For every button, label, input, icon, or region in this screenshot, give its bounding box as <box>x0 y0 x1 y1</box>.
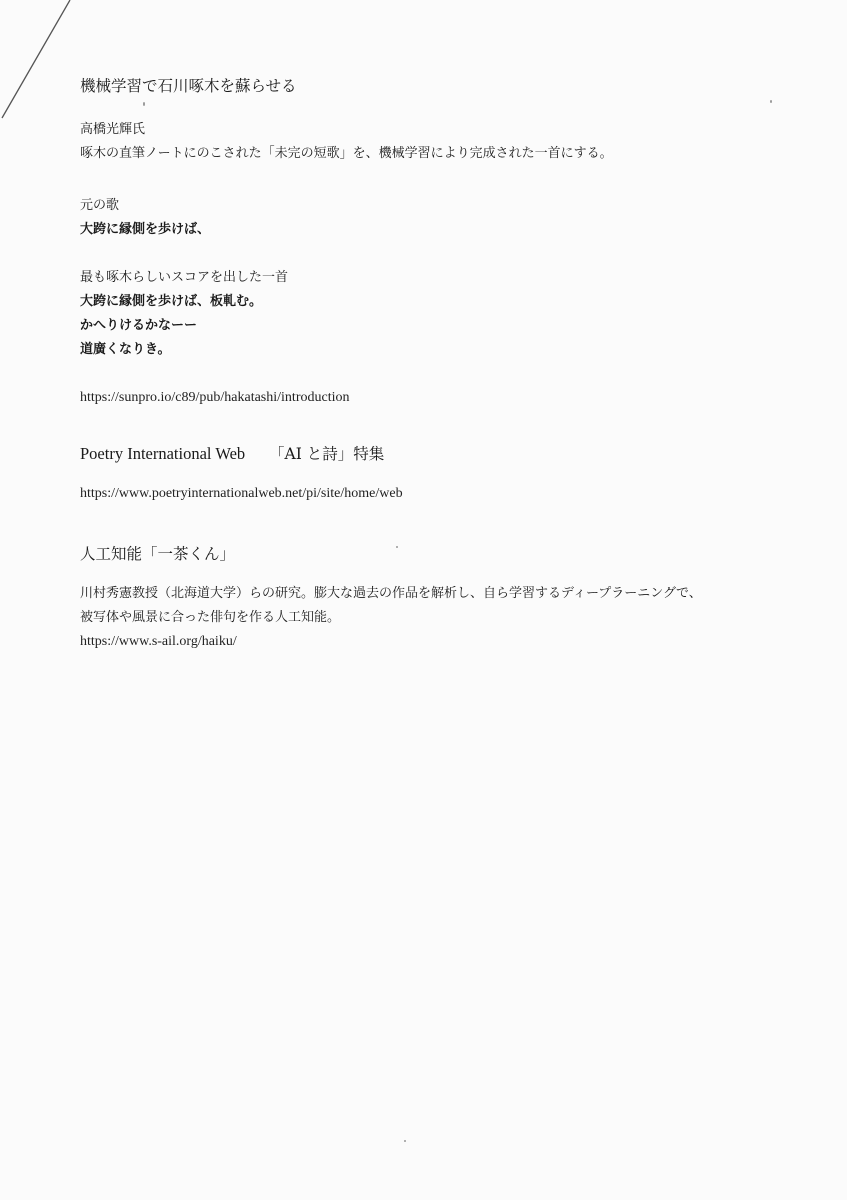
section-poetry-international <box>80 442 820 506</box>
best-poem-line: 道廣くなりき。 <box>80 342 171 357</box>
document-content <box>80 74 820 654</box>
section-issa-kun <box>80 542 820 654</box>
original-poem: 大跨に縁側を歩けば、 <box>80 222 211 237</box>
best-poem-line: かへりけるかなーー <box>80 318 198 333</box>
scan-edge-mark <box>0 0 80 130</box>
section-description: 啄木の直筆ノートにのこされた「未完の短歌」を、機械学習により完成された一首にする。 <box>80 146 613 161</box>
section-url[interactable]: https://www.poetryinternationalweb.net/pi/site/home/web <box>80 486 403 501</box>
section-title: 人工知能「一茶くん」 <box>80 545 236 563</box>
section-title <box>80 442 820 466</box>
scan-speck <box>404 1140 406 1142</box>
section-description-line: 被写体や風景に合った俳句を作る人工知能。 <box>80 610 341 625</box>
best-poem-line: 大跨に縁側を歩けば、板軋む。 <box>80 294 263 309</box>
section-title-english: Poetry International Web <box>80 444 246 463</box>
section-ishikawa-takuboku <box>80 74 820 410</box>
section-title-japanese: 「AI と詩」特集 <box>269 445 385 463</box>
section-url[interactable]: https://sunpro.io/c89/pub/hakatashi/introduction <box>80 390 350 405</box>
original-poem-label: 元の歌 <box>80 198 120 213</box>
section-title: 機械学習で石川啄木を蘇らせる <box>80 77 297 95</box>
section-url[interactable]: https://www.s-ail.org/haiku/ <box>80 634 237 649</box>
author-name: 高橋光輝氏 <box>80 122 146 137</box>
section-description-line: 川村秀憲教授（北海道大学）らの研究。膨大な過去の作品を解析し、自ら学習するディープラーニングで、 <box>80 586 702 601</box>
best-poem-label: 最も啄木らしいスコアを出した一首 <box>80 270 289 285</box>
